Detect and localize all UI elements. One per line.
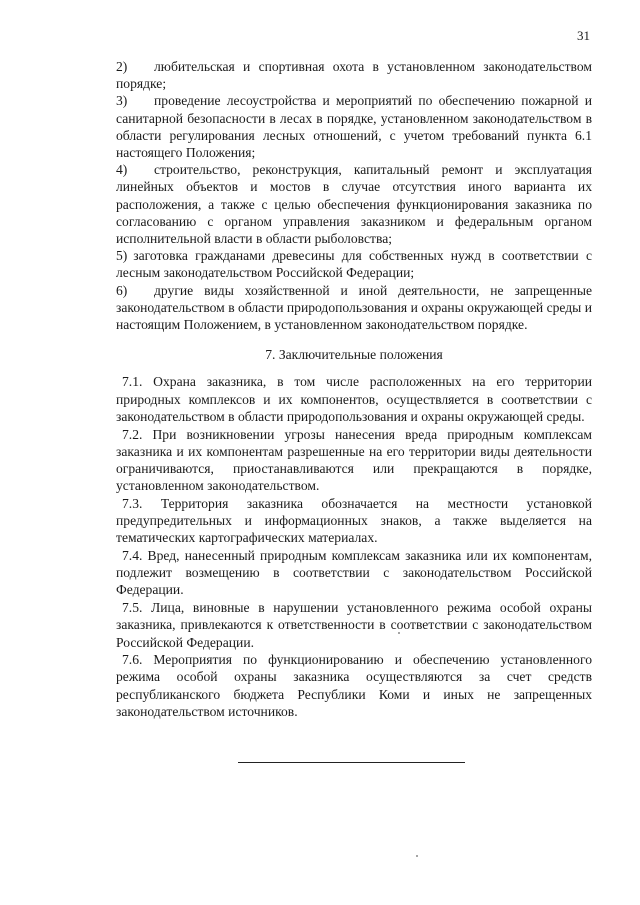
paragraph: 7.6. Мероприятия по функционированию и обеспечению установленного режима особой охраны заказника осуществляются за счет средств республиканского бюджета Республики Коми и иных не запрещенных законодательством источников.	[116, 652, 592, 719]
paragraph: 7.2. При возникновении угрозы нанесения вреда природным комплексам заказника и их компонентам разрешенные на его территории виды деятельности ограничиваются, приостанавливаются или прекращаются в порядке, установленном законодательством.	[116, 426, 592, 494]
paragraph: 7.3. Территория заказника обозначается на местности установкой предупредительных и информационных знаков, а также выделяется на тематических картографических материалах.	[116, 495, 592, 546]
list-item-text: строительство, реконструкция, капитальный ремонт и эксплуатация линейных объектов и мостов в случае отсутствия иного варианта их расположения, а также с целью обеспечения функционирования заказника по согласованию с органом управления заказником и федеральным органом исполнительной власти в области рыболовства;	[116, 162, 592, 247]
list-item-number: 5)	[116, 248, 128, 264]
list-item-number: 6)	[116, 282, 128, 298]
list-item-number: 2)	[116, 59, 128, 74]
section-heading: 7. Заключительные положения	[265, 347, 443, 363]
list-item	[116, 58, 592, 92]
list-item	[116, 161, 592, 247]
list-item-number: 3)	[116, 93, 128, 109]
scan-speck	[416, 855, 418, 857]
scan-speck	[398, 632, 400, 634]
page-number: 31	[577, 28, 590, 43]
list-item-number: 4)	[116, 162, 128, 178]
list-item	[116, 247, 592, 281]
list-item-text: любительская и спортивная охота в установленном законодательством порядке;	[116, 59, 592, 92]
list-item-text: другие виды хозяйственной и иной деятельности, не запрещенные законодательством в области природопользования и охраны окружающей среды и настоящим Положением, в установленном законодательством порядке.	[116, 282, 592, 333]
list-item	[116, 282, 592, 334]
paragraph: 7.1. Охрана заказника, в том числе расположенных на его территории природных комплексов и их компонентов, осуществляется в соответствии с законодательством в области природопользования и охраны окружающей среды.	[116, 374, 592, 424]
document-body	[116, 58, 592, 721]
list-item-text: заготовка гражданами древесины для собственных нужд в соответствии с лесным законодательством Российской Федерации;	[116, 248, 592, 281]
list-item	[116, 92, 592, 161]
end-divider-line	[238, 762, 465, 763]
paragraph: 7.4. Вред, нанесенный природным комплексам заказника или их компонентам, подлежит возмещению в соответствии с законодательством Российской Федерации.	[116, 547, 592, 598]
paragraph: 7.5. Лица, виновные в нарушении установленного режима особой охраны заказника, привлекаются к ответственности в соответствии с законодательством Российской Федерации.	[116, 600, 592, 650]
list-item-text: проведение лесоустройства и мероприятий по обеспечению пожарной и санитарной безопасности в лесах в порядке, установленном законодательством в области регулирования лесных отношений, с учетом требований пункта 6.1 настоящего Положения;	[116, 93, 592, 161]
